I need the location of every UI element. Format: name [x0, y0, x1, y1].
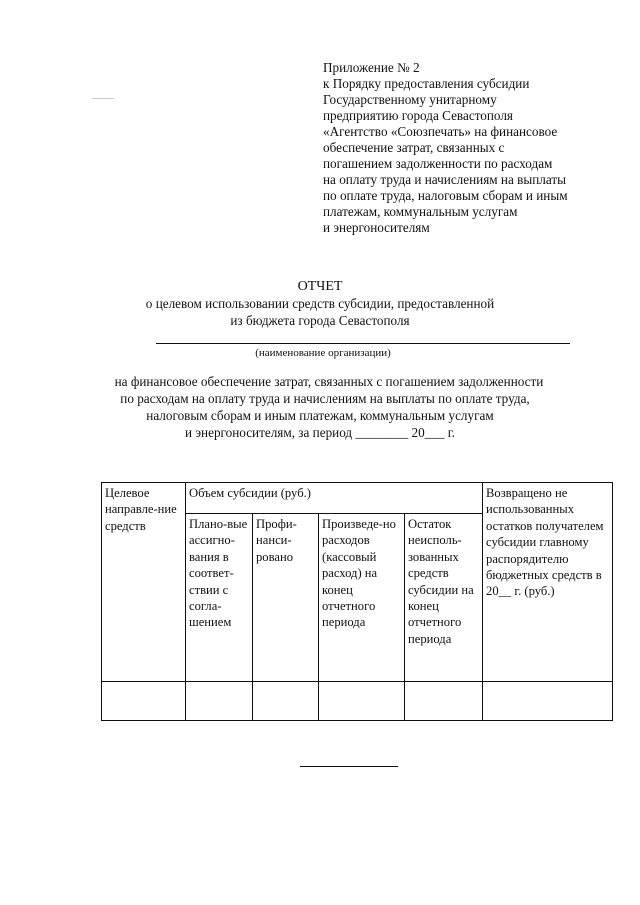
scan-mark — [92, 98, 114, 99]
purpose-line: налоговым сборам и иным платежам, коммунальным услугам — [146, 408, 494, 423]
header-purpose: Целевое направле-ние средств — [102, 483, 186, 682]
header-remainder: Остаток неисполь-зованных средств субсидии на конец отчетного периода — [405, 514, 483, 682]
appendix-block — [323, 60, 623, 236]
appendix-line: Государственному унитарному — [323, 92, 497, 107]
table-cell[interactable] — [483, 682, 613, 721]
appendix-title: Приложение № 2 — [323, 60, 420, 75]
appendix-line: и энергоносителям — [323, 220, 430, 235]
header-expended: Произведе-но расходов (кассовый расход) на конец отчетного периода — [319, 514, 405, 682]
organization-name-line — [156, 343, 570, 344]
header-subsidy-volume: Объем субсидии (руб.) — [186, 483, 483, 514]
closing-rule — [300, 766, 398, 767]
appendix-line: погашением задолженности по расходам — [323, 156, 553, 171]
purpose-line: на финансовое обеспечение затрат, связанных с погашением задолженности — [114, 374, 544, 389]
report-subtitle: о целевом использовании средств субсидии, предоставленной — [145, 296, 495, 311]
header-financed: Профи-нанси-ровано — [253, 514, 319, 682]
header-returned: Возвращено не использованных остатков получателем субсидии главному распорядителю бюджетных средств в 20__ г. (руб.) — [483, 483, 613, 682]
table-cell[interactable] — [319, 682, 405, 721]
table-cell[interactable] — [405, 682, 483, 721]
appendix-line: по оплате труда, налоговым сборам и иным — [323, 188, 568, 203]
purpose-line: и энергоносителям, за период ________ 20___ г. — [185, 425, 455, 440]
purpose-line: по расходам на оплату труда и начислениям на выплаты по оплате труда, — [120, 391, 530, 406]
report-subtitle: из бюджета города Севастополя — [230, 313, 410, 328]
table-cell[interactable] — [102, 682, 186, 721]
table-cell[interactable] — [253, 682, 319, 721]
header-planned: Плано-вые ассигно-вания в соответ-ствии с согла-шением — [186, 514, 253, 682]
appendix-line: к Порядку предоставления субсидии — [323, 76, 530, 91]
organization-caption: (наименование организации) — [255, 347, 391, 359]
table-cell[interactable] — [186, 682, 253, 721]
appendix-line: платежам, коммунальным услугам — [323, 204, 518, 219]
appendix-line: предприятию города Севастополя — [323, 108, 514, 123]
appendix-line: обеспечение затрат, связанных с — [323, 140, 505, 155]
appendix-line: «Агентство «Союзпечать» на финансовое — [323, 124, 558, 139]
report-title: ОТЧЕТ — [297, 279, 343, 294]
report-table — [101, 482, 613, 721]
appendix-line: на оплату труда и начислениям на выплаты — [323, 172, 567, 187]
